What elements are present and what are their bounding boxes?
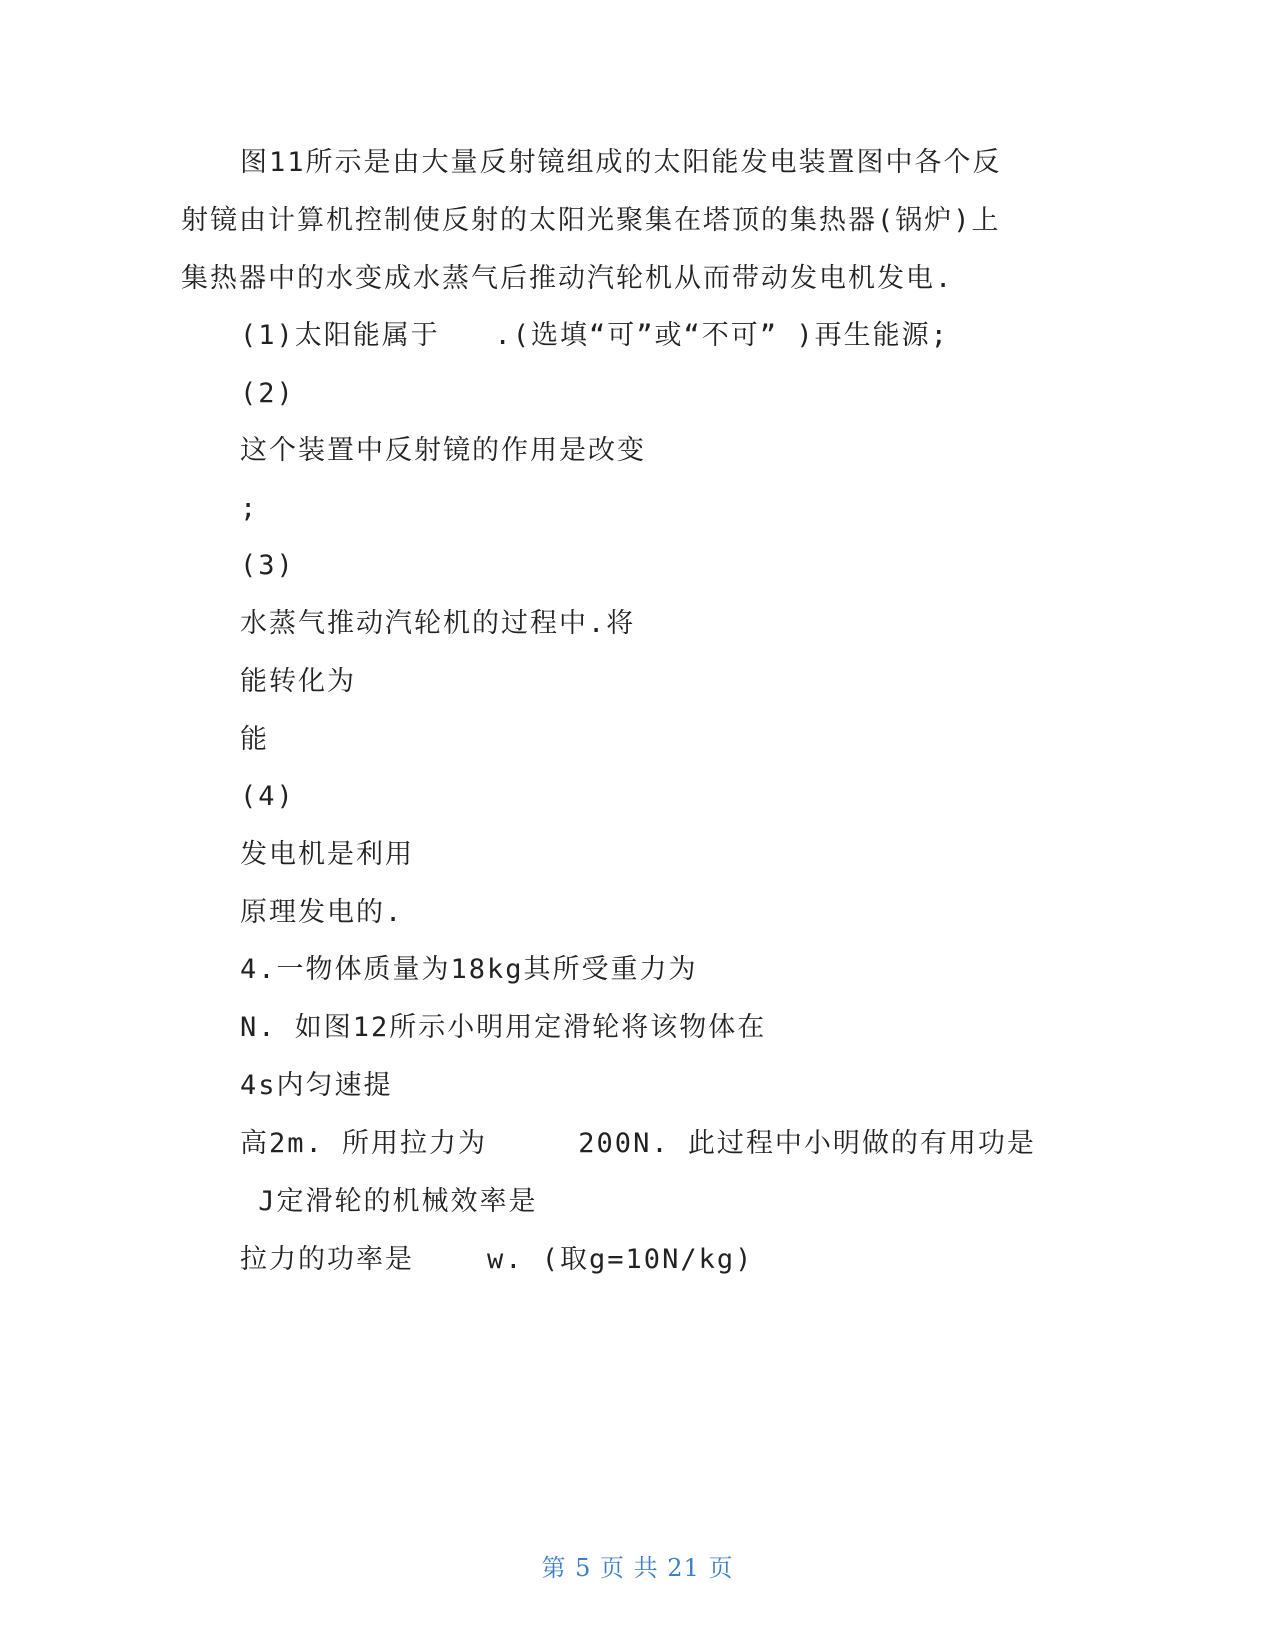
- paragraph-line-2: 射镜由计算机控制使反射的太阳光聚集在塔顶的集热器(锅炉)上: [181, 205, 1001, 236]
- question-1: (1)太阳能属于 .(选填“可”或“不可” )再生能源;: [240, 320, 949, 351]
- question-2-end: ;: [240, 493, 259, 524]
- question-3-text-1: 水蒸气推动汽轮机的过程中.将: [240, 608, 636, 639]
- problem-4-line-1: 4.一物体质量为18kg其所受重力为: [240, 954, 698, 985]
- question-3-label: (3): [240, 550, 295, 581]
- question-2-label: (2): [240, 378, 295, 409]
- paragraph-line-3: 集热器中的水变成水蒸气后推动汽轮机从而带动发电机发电.: [181, 263, 954, 294]
- question-4-label: (4): [240, 781, 295, 812]
- problem-4-line-6: 拉力的功率是 w. (取g=10N/kg): [240, 1244, 754, 1275]
- problem-4-line-5: J定滑轮的机械效率是: [240, 1186, 538, 1217]
- question-2-text: 这个装置中反射镜的作用是改变: [240, 435, 646, 466]
- question-3-text-2: 能转化为: [240, 666, 356, 697]
- question-3-text-3: 能: [240, 724, 269, 755]
- question-4-text-2: 原理发电的.: [240, 897, 404, 928]
- problem-4-line-4: 高2m. 所用拉力为 200N. 此过程中小明做的有用功是: [240, 1128, 1036, 1159]
- problem-4-line-3: 4s内匀速提: [240, 1070, 393, 1101]
- question-4-text-1: 发电机是利用: [240, 839, 414, 870]
- problem-4-line-2: N. 如图12所示小明用定滑轮将该物体在: [240, 1012, 767, 1043]
- page-number-footer: 第 5 页 共 21 页: [541, 1554, 734, 1582]
- paragraph-line-1: 图11所示是由大量反射镜组成的太阳能发电装置图中各个反: [240, 147, 1002, 178]
